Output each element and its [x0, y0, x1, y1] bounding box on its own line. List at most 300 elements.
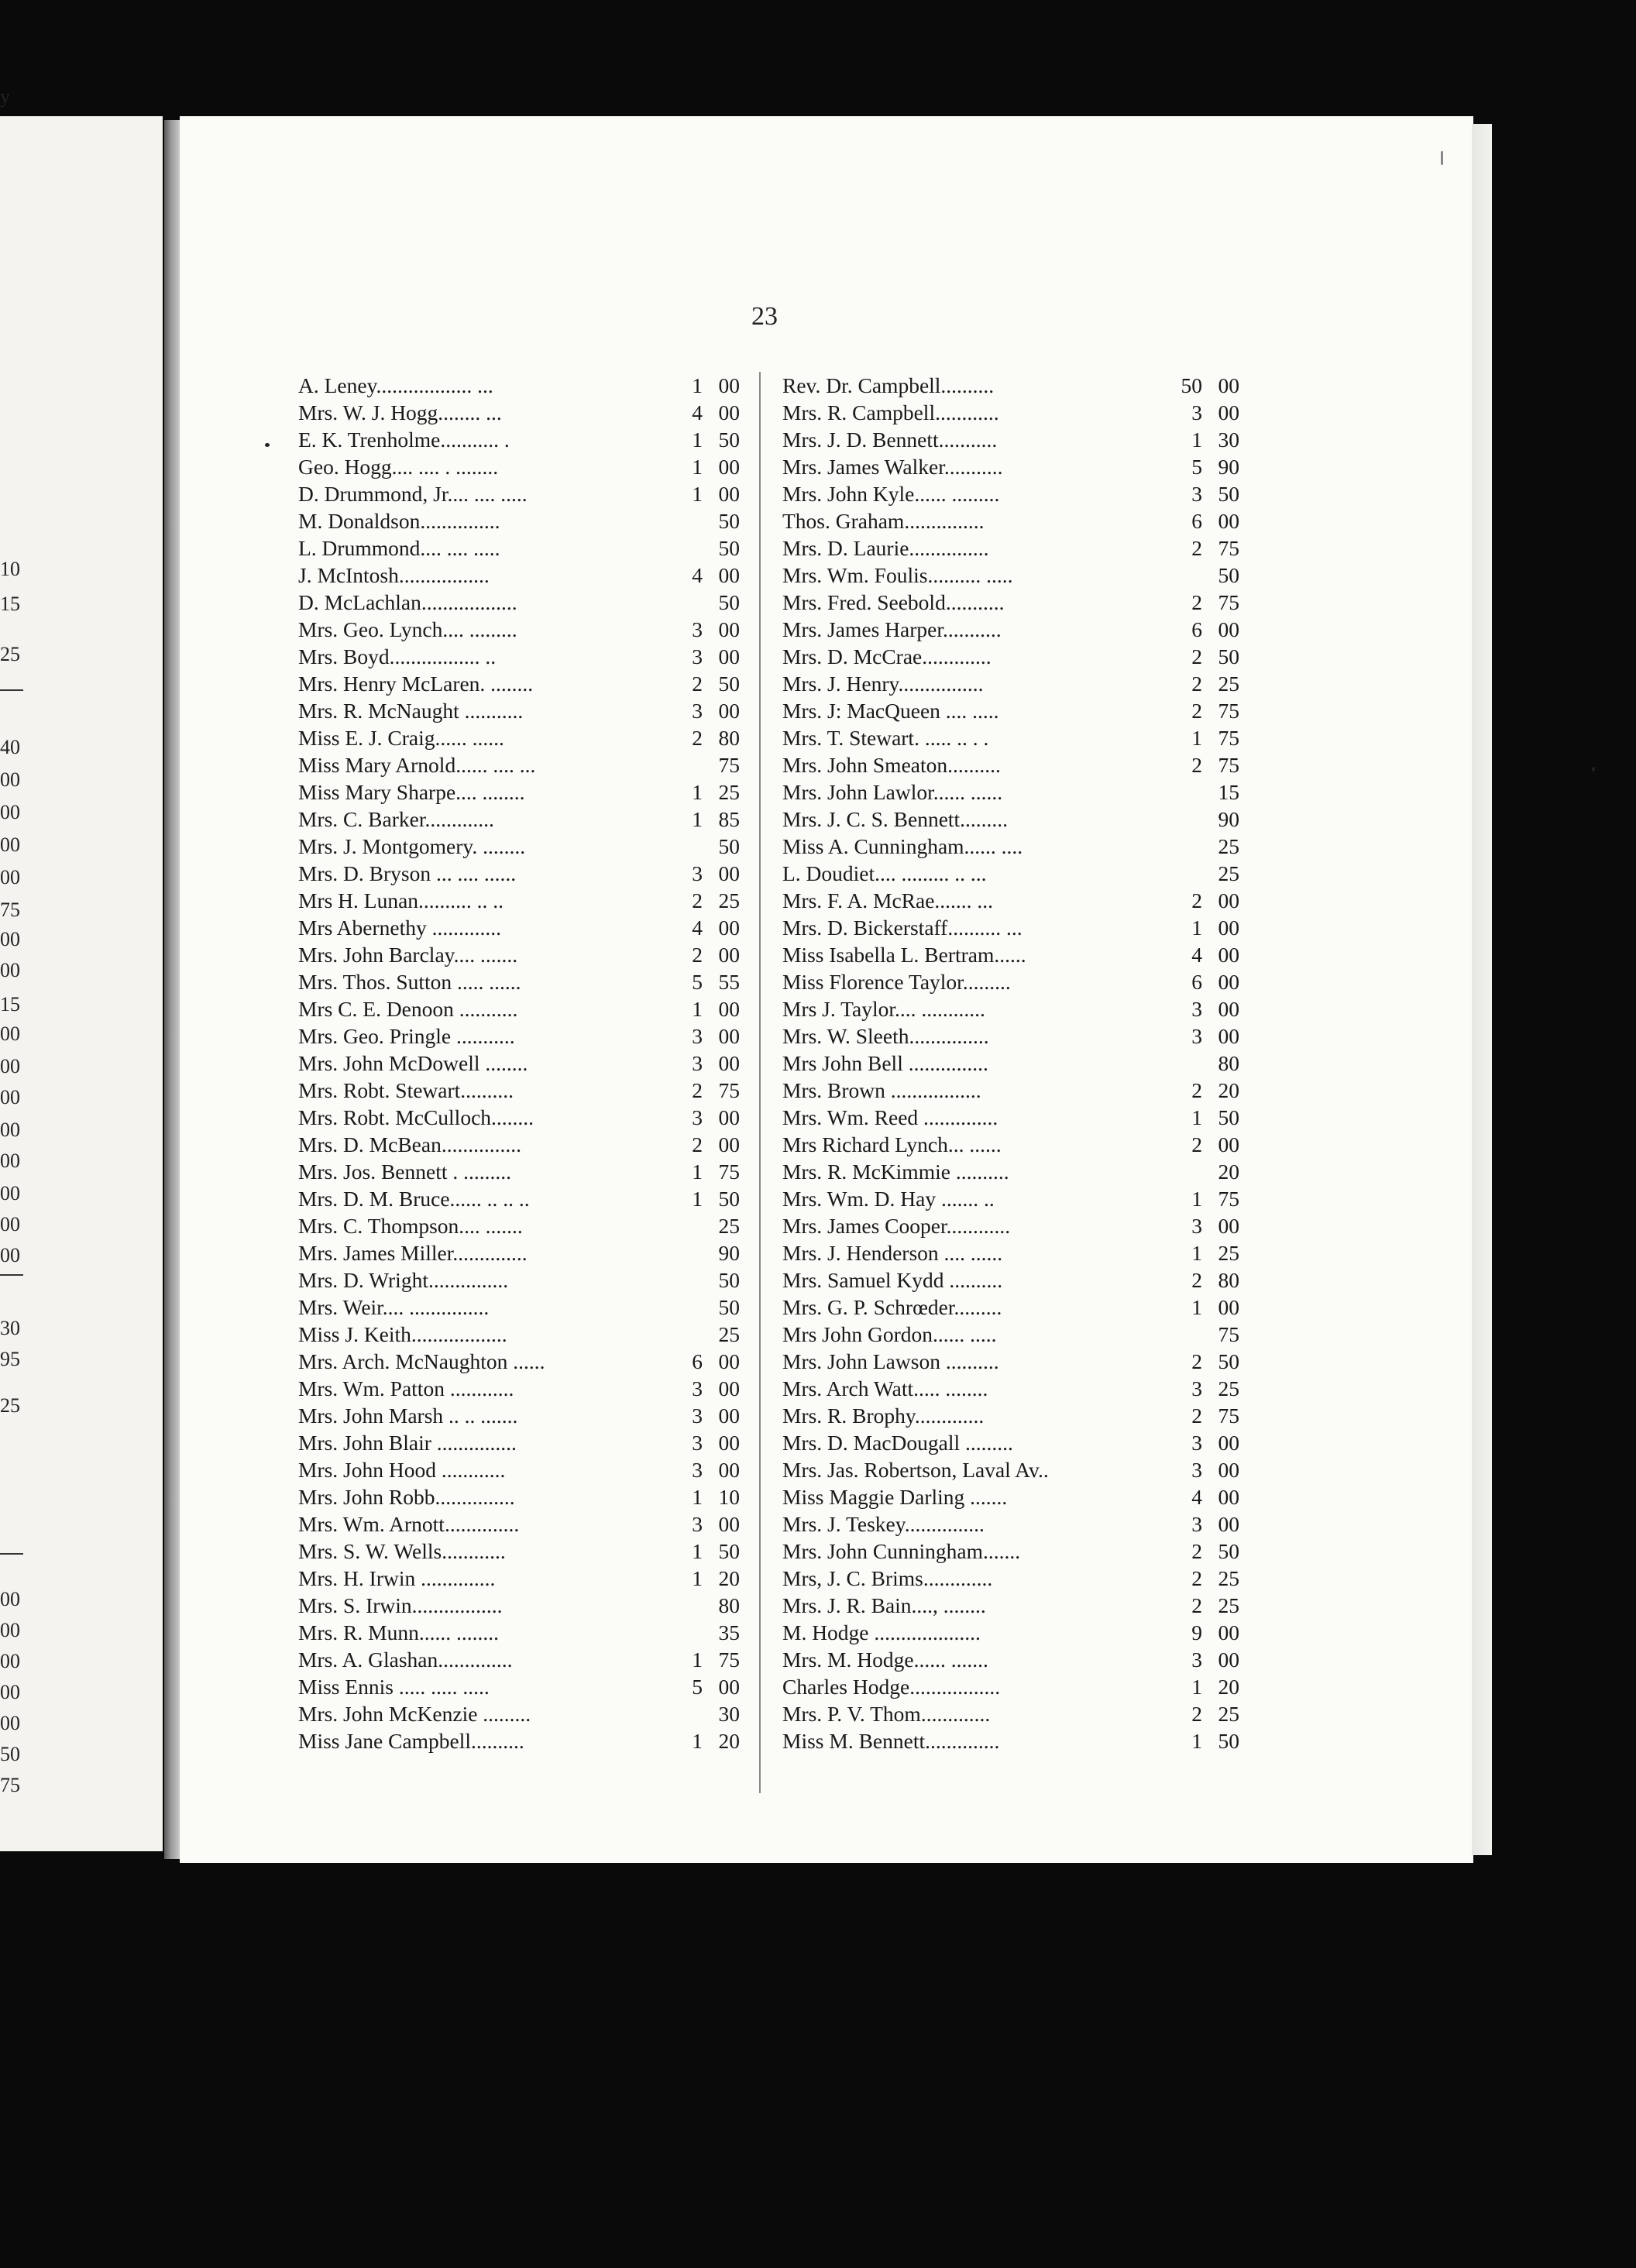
subscriber-name: Mrs. R. Brophy............. — [782, 1404, 985, 1428]
amount-cents: 00 — [718, 997, 740, 1021]
amount-cents: 00 — [1218, 1458, 1239, 1482]
amount-cents: 00 — [718, 1376, 740, 1400]
subscriber-row — [298, 562, 751, 589]
amount-dollars: 2 — [1191, 699, 1202, 723]
amount-cents: 50 — [718, 834, 740, 858]
amount-cents: 00 — [718, 617, 740, 641]
amount-cents: 25 — [1218, 834, 1239, 858]
subscriber-name: Mrs. Robt. Stewart.......... — [298, 1078, 514, 1102]
amount-cents: 00 — [718, 482, 740, 506]
amount-cents: 00 — [1218, 1024, 1239, 1048]
subscriber-name: Mrs. W. J. Hogg........ ... — [298, 400, 502, 424]
subscriber-row — [298, 1239, 751, 1266]
subscriber-name: Mrs. C. Barker............. — [298, 807, 494, 831]
subscriber-name: Mrs. James Harper........... — [782, 617, 1002, 641]
amount-cents: 00 — [1218, 400, 1239, 424]
amount-dollars: 1 — [692, 1485, 703, 1509]
subscriber-row — [782, 507, 1247, 534]
subscriber-row — [782, 670, 1247, 697]
subscriber-row — [782, 1348, 1247, 1375]
amount-dollars: 1 — [692, 807, 703, 831]
amount-cents: 80 — [718, 1593, 740, 1617]
facing-page-amount: 00 — [0, 801, 20, 823]
subscriber-row — [298, 833, 751, 860]
amount-dollars: 2 — [692, 1078, 703, 1102]
subscriber-row — [298, 941, 751, 968]
subscriber-name: Mrs. D. Wright............... — [298, 1268, 509, 1292]
amount-cents: 00 — [718, 1024, 740, 1048]
subscriber-name: Mrs. John Lawlor...... ...... — [782, 780, 1003, 804]
subscriber-row — [298, 507, 751, 534]
amount-cents: 30 — [718, 1702, 740, 1726]
amount-cents: 00 — [718, 1675, 740, 1699]
amount-dollars: 3 — [692, 699, 703, 723]
facing-page-amount: 00 — [0, 1182, 20, 1204]
amount-cents: 00 — [718, 1105, 740, 1129]
subscriber-name: Mrs. J: MacQueen .... ..... — [782, 699, 999, 723]
subscriber-name: Mrs. J. Henderson .... ...... — [782, 1241, 1003, 1265]
subscriber-row — [298, 480, 751, 507]
amount-dollars: 3 — [692, 1512, 703, 1536]
amount-cents: 00 — [1218, 1620, 1239, 1644]
subscriber-row — [782, 1619, 1247, 1646]
amount-cents: 00 — [1218, 916, 1239, 940]
amount-dollars: 3 — [692, 617, 703, 641]
facing-page-rule — [0, 1553, 23, 1555]
amount-dollars: 2 — [1191, 1268, 1202, 1292]
subscriber-row — [298, 806, 751, 833]
amount-cents: 25 — [718, 1322, 740, 1346]
subscriber-row — [782, 1239, 1247, 1266]
subscriber-row — [298, 372, 751, 399]
facing-page-amount: 00 — [0, 1712, 20, 1734]
amount-cents: 50 — [718, 1295, 740, 1319]
amount-cents: 00 — [718, 400, 740, 424]
amount-cents: 00 — [1218, 509, 1239, 533]
amount-cents: 00 — [718, 1349, 740, 1373]
subscriber-name: D. Drummond, Jr.... .... ..... — [298, 482, 528, 506]
subscriber-name: D. McLachlan.................. — [298, 590, 517, 614]
subscriber-row — [782, 1294, 1247, 1321]
subscriber-row — [298, 399, 751, 426]
amount-cents: 00 — [1218, 1431, 1239, 1455]
amount-dollars: 3 — [692, 1376, 703, 1400]
subscriber-row — [298, 643, 751, 670]
subscriber-row — [782, 1429, 1247, 1456]
subscriber-name: Mrs Richard Lynch... ...... — [782, 1132, 1002, 1156]
amount-cents: 25 — [1218, 1376, 1239, 1400]
amount-cents: 00 — [1218, 617, 1239, 641]
subscriber-name: Mrs. D. MacDougall ......... — [782, 1431, 1013, 1455]
amount-cents: 00 — [718, 644, 740, 668]
amount-cents: 30 — [1218, 428, 1239, 452]
subscriber-row — [782, 1375, 1247, 1402]
facing-page-amount: 00 — [0, 1119, 20, 1141]
amount-dollars: 3 — [692, 1051, 703, 1075]
amount-cents: 00 — [718, 1404, 740, 1428]
subscriber-row — [298, 1592, 751, 1619]
subscriber-name: Mrs. S. W. Wells............ — [298, 1539, 506, 1563]
amount-cents: 75 — [1218, 753, 1239, 777]
subscriber-row — [298, 751, 751, 778]
subscriber-name: Mrs. Geo. Lynch.... ......... — [298, 617, 517, 641]
amount-dollars: 1 — [692, 1539, 703, 1563]
subscriber-name: Mrs. J. R. Bain...., ........ — [782, 1593, 986, 1617]
subscriber-name: Mrs. Boyd................. .. — [298, 644, 497, 668]
amount-dollars: 2 — [1191, 1593, 1202, 1617]
facing-page-amount: 00 — [0, 928, 20, 950]
amount-dollars: 5 — [692, 970, 703, 994]
facing-page-amount: 00 — [0, 1149, 20, 1172]
facing-page-amount: 00 — [0, 833, 20, 856]
subscriber-row — [298, 1212, 751, 1239]
subscriber-row — [782, 562, 1247, 589]
subscriber-row — [298, 1673, 751, 1700]
amount-cents: 55 — [718, 970, 740, 994]
amount-cents: 50 — [1218, 1539, 1239, 1563]
amount-dollars: 1 — [1191, 1675, 1202, 1699]
amount-cents: 50 — [718, 1268, 740, 1292]
subscriber-name: Mrs. J. Teskey............... — [782, 1512, 985, 1536]
subscriber-row — [782, 887, 1247, 914]
subscriber-row — [298, 1158, 751, 1185]
subscriber-row — [298, 995, 751, 1022]
subscriber-row — [782, 941, 1247, 968]
amount-dollars: 6 — [1191, 509, 1202, 533]
book-spine-shadow — [164, 120, 181, 1859]
amount-cents: 25 — [1218, 1702, 1239, 1726]
subscriber-name: Mrs Abernethy ............. — [298, 916, 501, 940]
amount-cents: 25 — [1218, 672, 1239, 696]
facing-page-amount: y — [0, 85, 10, 108]
amount-dollars: 4 — [692, 400, 703, 424]
amount-dollars: 2 — [1191, 1702, 1202, 1726]
subscriber-name: Mrs. D. M. Bruce...... .. .. .. — [298, 1187, 530, 1211]
facing-page-amount: 00 — [0, 768, 20, 791]
amount-cents: 50 — [1218, 644, 1239, 668]
amount-dollars: 3 — [692, 1105, 703, 1129]
subscriber-name: Mrs. John Kyle...... ......... — [782, 482, 1000, 506]
amount-cents: 90 — [1218, 455, 1239, 479]
subscriber-row — [782, 453, 1247, 480]
amount-dollars: 2 — [692, 1132, 703, 1156]
subscriber-row — [782, 1700, 1247, 1727]
subscriber-row — [298, 1538, 751, 1565]
amount-dollars: 2 — [1191, 1132, 1202, 1156]
subscriber-name: Thos. Graham............... — [782, 509, 985, 533]
amount-dollars: 1 — [692, 1187, 703, 1211]
subscriber-name: Mrs. R. Munn...... ........ — [298, 1620, 499, 1644]
amount-cents: 20 — [1218, 1078, 1239, 1102]
amount-dollars: 2 — [1191, 888, 1202, 912]
subscriber-name: Mrs. D. McBean............... — [298, 1132, 521, 1156]
amount-cents: 50 — [718, 428, 740, 452]
subscriber-name: Mrs. C. Thompson.... ....... — [298, 1214, 523, 1238]
subscriber-row — [782, 589, 1247, 616]
subscriber-name: Mrs. R. McNaught ........... — [298, 699, 524, 723]
subscriber-name: Mrs John Gordon...... ..... — [782, 1322, 997, 1346]
amount-cents: 15 — [1218, 780, 1239, 804]
subscriber-row — [298, 1429, 751, 1456]
amount-dollars: 1 — [692, 1160, 703, 1184]
column-divider — [759, 372, 761, 1793]
subscriber-name: Miss A. Cunningham...... .... — [782, 834, 1023, 858]
subscriber-row — [782, 399, 1247, 426]
subscriber-name: Mrs. John Robb............... — [298, 1485, 515, 1509]
amount-dollars: 2 — [1191, 1078, 1202, 1102]
subscriber-name: Mrs. W. Sleeth............... — [782, 1024, 989, 1048]
subscriber-name: E. K. Trenholme........... . — [298, 428, 510, 452]
amount-cents: 75 — [1218, 1404, 1239, 1428]
subscriber-name: Mrs. Thos. Sutton ..... ...... — [298, 970, 521, 994]
amount-dollars: 1 — [692, 1566, 703, 1590]
amount-cents: 50 — [1218, 1729, 1239, 1753]
amount-cents: 75 — [1218, 699, 1239, 723]
amount-dollars: 3 — [692, 1458, 703, 1482]
subscriber-name: Mrs. G. P. Schrœder......... — [782, 1295, 1002, 1319]
amount-dollars: 3 — [1191, 1214, 1202, 1238]
subscriber-name: Mrs. Jas. Robertson, Laval Av.. — [782, 1458, 1049, 1482]
subscriber-name: Miss Jane Campbell.......... — [298, 1729, 524, 1753]
left-subscriber-column — [298, 372, 751, 1754]
facing-page-amount: 00 — [0, 866, 20, 888]
amount-cents: 75 — [718, 753, 740, 777]
facing-page-amount: 10 — [0, 558, 20, 580]
subscriber-row — [782, 426, 1247, 453]
subscriber-row — [298, 860, 751, 887]
subscriber-row — [782, 1104, 1247, 1131]
right-subscriber-column — [782, 372, 1247, 1754]
subscriber-row — [298, 1185, 751, 1212]
facing-page-amount: 50 — [0, 1743, 20, 1765]
subscriber-row — [298, 1321, 751, 1348]
amount-cents: 00 — [1218, 1214, 1239, 1238]
subscriber-row — [298, 1131, 751, 1158]
ink-speck — [1592, 767, 1595, 771]
amount-dollars: 4 — [692, 563, 703, 587]
amount-dollars: 3 — [692, 1024, 703, 1048]
amount-cents: 75 — [1218, 590, 1239, 614]
amount-dollars: 3 — [1191, 1648, 1202, 1672]
amount-cents: 50 — [718, 672, 740, 696]
subscriber-name: Geo. Hogg.... .... . ........ — [298, 455, 499, 479]
subscriber-name: L. Doudiet.... ......... .. ... — [782, 861, 987, 885]
subscriber-row — [782, 534, 1247, 562]
amount-dollars: 2 — [692, 888, 703, 912]
subscriber-name: Mrs. J. Montgomery. ........ — [298, 834, 526, 858]
amount-cents: 50 — [1218, 563, 1239, 587]
subscriber-name: Mrs. H. Irwin .............. — [298, 1566, 496, 1590]
subscriber-name: J. McIntosh................. — [298, 563, 490, 587]
subscriber-name: Mrs. S. Irwin................. — [298, 1593, 503, 1617]
subscriber-name: Mrs. Brown ................. — [782, 1078, 981, 1102]
facing-page-amount: 25 — [0, 1394, 20, 1417]
subscriber-row — [298, 1022, 751, 1050]
subscriber-name: Mrs. J. Henry................ — [782, 672, 984, 696]
amount-dollars: 1 — [1191, 1105, 1202, 1129]
amount-cents: 00 — [1218, 1295, 1239, 1319]
subscriber-row — [298, 1565, 751, 1592]
facing-page-amount: 75 — [0, 899, 20, 921]
subscriber-name: Miss Ennis ..... ..... ..... — [298, 1675, 490, 1699]
subscriber-name: Miss Florence Taylor......... — [782, 970, 1011, 994]
subscriber-name: Mrs. James Walker........... — [782, 455, 1003, 479]
amount-cents: 50 — [718, 590, 740, 614]
amount-dollars: 2 — [1191, 590, 1202, 614]
subscriber-name: Mrs. T. Stewart. ..... .. . . — [782, 726, 989, 750]
subscriber-row — [298, 1646, 751, 1673]
subscriber-row — [298, 1348, 751, 1375]
subscriber-row — [298, 1266, 751, 1294]
subscriber-row — [298, 1050, 751, 1077]
amount-cents: 00 — [718, 1132, 740, 1156]
page-number: 23 — [751, 302, 778, 331]
amount-cents: 25 — [718, 888, 740, 912]
subscriber-row — [782, 778, 1247, 806]
amount-dollars: 6 — [692, 1349, 703, 1373]
amount-dollars: 2 — [1191, 753, 1202, 777]
facing-page-amount: 00 — [0, 1619, 20, 1641]
amount-dollars: 1 — [692, 455, 703, 479]
amount-dollars: 2 — [1191, 536, 1202, 560]
amount-dollars: 6 — [1191, 970, 1202, 994]
subscriber-name: Mrs. J. C. S. Bennett......... — [782, 807, 1009, 831]
subscriber-name: Mrs. John Smeaton.......... — [782, 753, 1001, 777]
amount-cents: 90 — [718, 1241, 740, 1265]
amount-dollars: 3 — [1191, 1458, 1202, 1482]
subscriber-name: Mrs. Robt. McCulloch........ — [298, 1105, 534, 1129]
subscriber-row — [782, 1510, 1247, 1538]
amount-dollars: 1 — [692, 428, 703, 452]
amount-dollars: 4 — [1191, 943, 1202, 967]
subscriber-row — [782, 372, 1247, 399]
facing-page-rule — [0, 689, 23, 691]
amount-cents: 00 — [1218, 888, 1239, 912]
amount-cents: 25 — [1218, 1241, 1239, 1265]
subscriber-name: Mrs. Weir.... ............... — [298, 1295, 490, 1319]
amount-cents: 50 — [1218, 1349, 1239, 1373]
amount-dollars: 1 — [1191, 1729, 1202, 1753]
amount-cents: 75 — [1218, 726, 1239, 750]
facing-page-fragment — [0, 85, 163, 1851]
amount-cents: 00 — [1218, 943, 1239, 967]
facing-page-rule — [0, 1274, 23, 1276]
subscriber-row — [298, 697, 751, 724]
subscriber-row — [782, 1185, 1247, 1212]
subscriber-row — [782, 968, 1247, 995]
subscriber-row — [782, 724, 1247, 751]
subscriber-name: Mrs. Henry McLaren. ........ — [298, 672, 534, 696]
subscriber-row — [782, 480, 1247, 507]
subscriber-row — [298, 589, 751, 616]
subscriber-row — [782, 914, 1247, 941]
amount-cents: 00 — [718, 1431, 740, 1455]
amount-cents: 00 — [718, 916, 740, 940]
subscriber-row — [298, 1294, 751, 1321]
amount-cents: 35 — [718, 1620, 740, 1644]
amount-cents: 20 — [718, 1729, 740, 1753]
amount-dollars: 5 — [692, 1675, 703, 1699]
amount-dollars: 3 — [1191, 400, 1202, 424]
amount-cents: 90 — [1218, 807, 1239, 831]
amount-cents: 50 — [718, 536, 740, 560]
facing-page-amount: 00 — [0, 1681, 20, 1703]
amount-dollars: 2 — [692, 672, 703, 696]
amount-cents: 75 — [718, 1160, 740, 1184]
facing-page-amount: 00 — [0, 1244, 20, 1266]
subscriber-row — [298, 914, 751, 941]
subscriber-name: Mrs John Bell ............... — [782, 1051, 988, 1075]
amount-cents: 25 — [1218, 861, 1239, 885]
ink-speck — [1441, 151, 1443, 165]
amount-cents: 00 — [1218, 373, 1239, 397]
amount-cents: 00 — [718, 455, 740, 479]
amount-cents: 10 — [718, 1485, 740, 1509]
subscriber-row — [782, 1646, 1247, 1673]
subscriber-name: Mrs. J. D. Bennett........... — [782, 428, 998, 452]
page-edge — [1472, 124, 1492, 1855]
amount-cents: 00 — [1218, 1512, 1239, 1536]
amount-dollars: 3 — [692, 644, 703, 668]
amount-cents: 00 — [718, 373, 740, 397]
amount-dollars: 2 — [1191, 1404, 1202, 1428]
facing-page-amount: 00 — [0, 1588, 20, 1610]
subscriber-row — [782, 1673, 1247, 1700]
subscriber-row — [782, 1538, 1247, 1565]
subscriber-name: Mrs J. Taylor.... ............ — [782, 997, 985, 1021]
subscriber-name: A. Leney.................. ... — [298, 373, 493, 397]
amount-cents: 50 — [718, 1539, 740, 1563]
amount-dollars: 4 — [1191, 1485, 1202, 1509]
subscriber-row — [782, 1321, 1247, 1348]
subscriber-row — [782, 1022, 1247, 1050]
amount-dollars: 2 — [692, 943, 703, 967]
amount-cents: 00 — [1218, 1648, 1239, 1672]
subscriber-row — [298, 670, 751, 697]
subscriber-row — [782, 1727, 1247, 1754]
subscriber-row — [782, 860, 1247, 887]
amount-cents: 75 — [1218, 536, 1239, 560]
subscriber-name: Mrs. Geo. Pringle ........... — [298, 1024, 515, 1048]
subscriber-row — [298, 724, 751, 751]
amount-dollars: 2 — [692, 726, 703, 750]
subscriber-name: Mrs. Wm. D. Hay ....... .. — [782, 1187, 995, 1211]
subscriber-row — [298, 778, 751, 806]
amount-dollars: 2 — [1191, 644, 1202, 668]
subscriber-row — [298, 1619, 751, 1646]
amount-cents: 80 — [718, 726, 740, 750]
amount-dollars: 4 — [692, 916, 703, 940]
subscriber-row — [782, 1212, 1247, 1239]
subscriber-name: Mrs. John Marsh .. .. ....... — [298, 1404, 518, 1428]
amount-cents: 00 — [1218, 1132, 1239, 1156]
subscriber-name: Mrs. D. Laurie............... — [782, 536, 989, 560]
subscriber-name: Mrs. Arch. McNaughton ...... — [298, 1349, 545, 1373]
amount-cents: 50 — [1218, 1105, 1239, 1129]
amount-dollars: 1 — [1191, 1241, 1202, 1265]
amount-cents: 25 — [1218, 1566, 1239, 1590]
amount-dollars: 1 — [1191, 916, 1202, 940]
amount-dollars: 2 — [1191, 672, 1202, 696]
subscriber-row — [782, 616, 1247, 643]
amount-dollars: 2 — [1191, 1539, 1202, 1563]
subscriber-name: Miss Mary Sharpe.... ........ — [298, 780, 525, 804]
subscriber-row — [782, 833, 1247, 860]
subscriber-row — [298, 1727, 751, 1754]
amount-dollars: 3 — [1191, 1376, 1202, 1400]
amount-dollars: 1 — [1191, 1295, 1202, 1319]
subscriber-name: Mrs. John Cunningham....... — [782, 1539, 1021, 1563]
